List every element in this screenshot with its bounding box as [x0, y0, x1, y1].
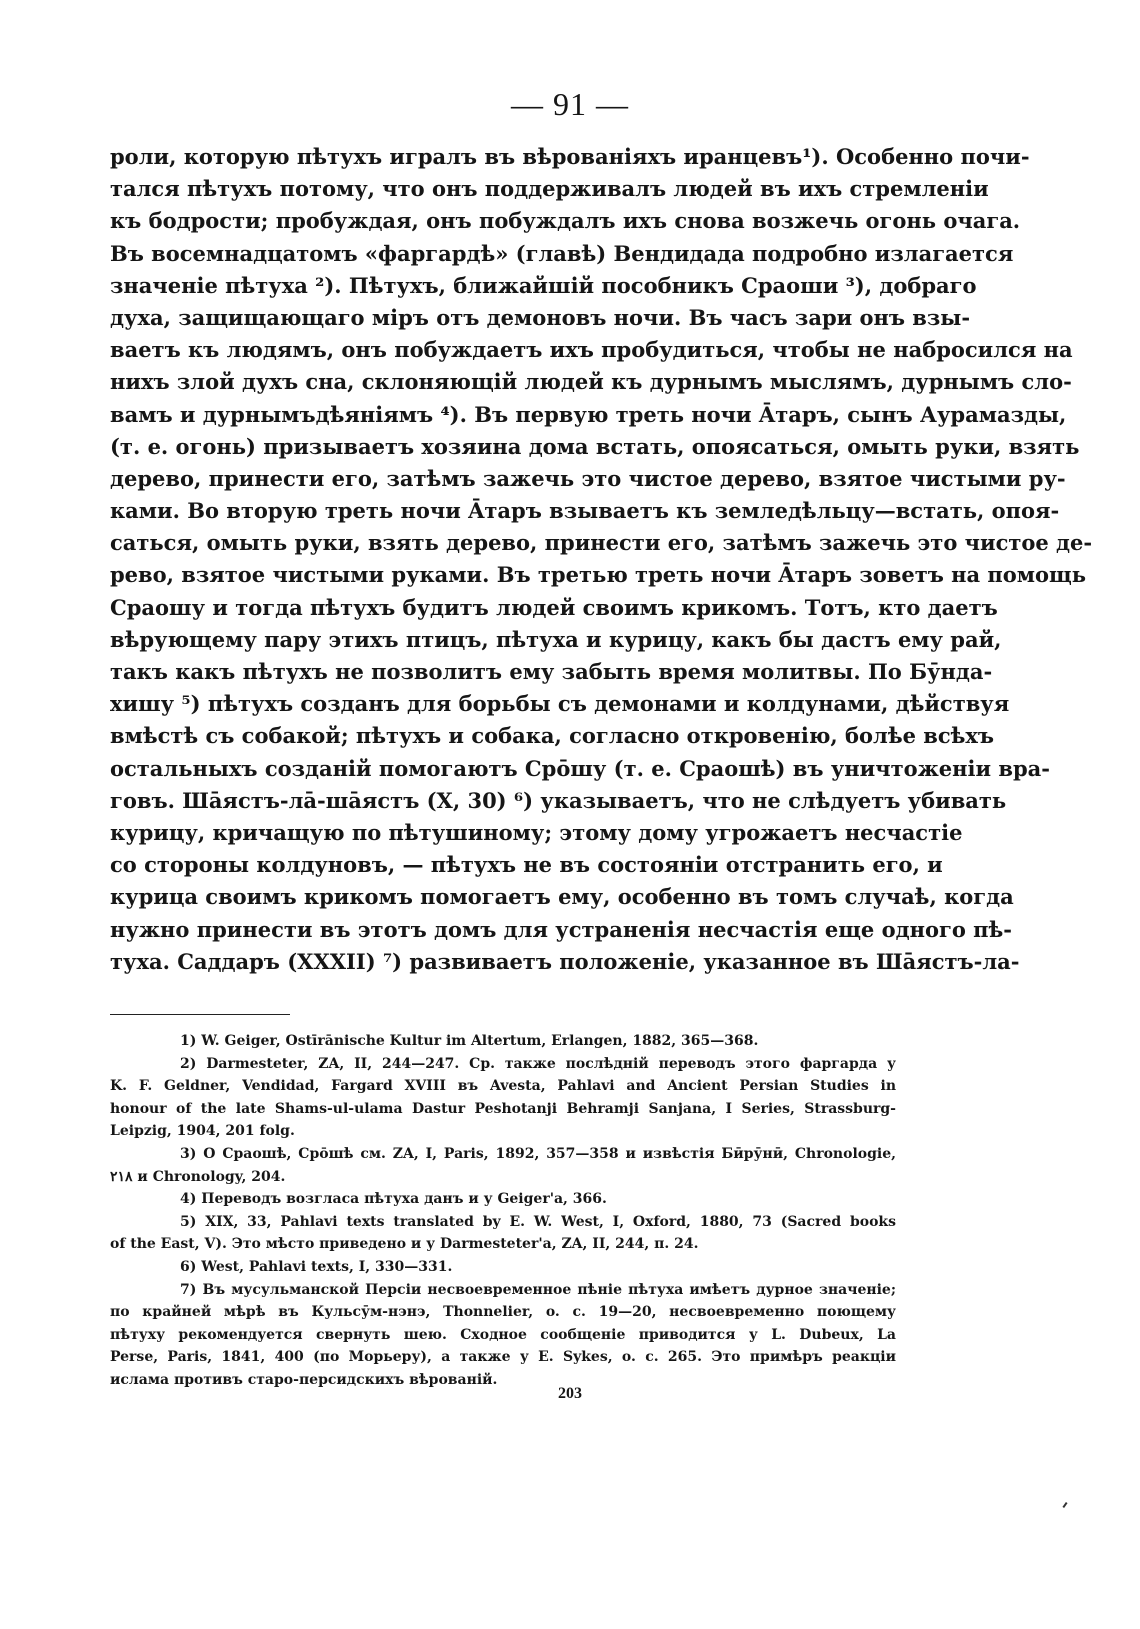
- body-line: Въ восемнадцатомъ «фаргардѣ» (главѣ) Вендидада подробно излагается: [110, 240, 1014, 266]
- body-line: дерево, принести его, затѣмъ зажечь это чистое дерево, взятое чистыми ру-: [110, 465, 1066, 491]
- footnote: [110, 1143, 896, 1188]
- footnote-line: honour of the late Shams-ul-ulama Dastur Peshotanji Behramji Sanjana, I Series, Strassburg-: [110, 1100, 896, 1117]
- footnote-line: Perse, Paris, 1841, 400 (по Морьеру), а также у E. Sykes, o. c. 265. Это примѣръ реакціи: [110, 1349, 896, 1366]
- footnote-line: K. F. Geldner, Vendidad, Fargard XVIII въ Avesta, Pahlavi and Ancient Persian Studies in: [110, 1078, 896, 1095]
- margin-mark: [1062, 1502, 1067, 1508]
- body-line: саться, омыть руки, взять дерево, принести его, затѣмъ зажечь это чистое де-: [110, 530, 1093, 556]
- footnote-line: 7) Въ мусульманской Персіи несвоевременное пѣніе пѣтуха имѣетъ дурное значеніе;: [180, 1281, 896, 1298]
- footnote: [110, 1279, 896, 1392]
- body-line: говъ. Шāястъ-лā-шāястъ (X, 30) ⁶) указываетъ, что не слѣдуетъ убивать: [110, 787, 1007, 813]
- body-line: къ бодрости; пробуждая, онъ побуждалъ ихъ снова возжечь огонь очага.: [110, 208, 1021, 234]
- body-line: хишу ⁵) пѣтухъ созданъ для борьбы съ демонами и колдунами, дѣйствуя: [110, 691, 1010, 717]
- footnote: [110, 1256, 896, 1279]
- body-line: духа, защищающаго міръ отъ демоновъ ночи. Въ часъ зари онъ взы-: [110, 304, 971, 330]
- footnote: [110, 1211, 896, 1256]
- body-line: нихъ злой духъ сна, склоняющій людей къ дурнымъ мыслямъ, дурнымъ сло-: [110, 369, 1072, 395]
- body-line: рево, взятое чистыми руками. Въ третью треть ночи Āтаръ зоветъ на помощь: [110, 562, 1087, 588]
- body-line: со стороны колдуновъ, — пѣтухъ не въ состояніи отстранить его, и: [110, 852, 943, 878]
- body-line: курицу, кричащую по пѣтушиному; этому дому угрожаетъ несчастіе: [110, 819, 963, 845]
- footnote: [110, 1053, 896, 1143]
- footnote-line: пѣтуху рекомендуется свернуть шею. Сходное сообщеніе приводится у L. Dubeux, La: [110, 1326, 896, 1343]
- footnote-line: 5) XIX, 33, Pahlavi texts translated by E. W. West, I, Oxford, 1880, 73 (Sacred books: [180, 1213, 896, 1230]
- footnote-line: of the East, V). Это мѣсто приведено и у Darmesteter'а, ZA, II, 244, п. 24.: [110, 1236, 699, 1253]
- body-line: (т. е. огонь) призываетъ хозяина дома встать, опоясаться, омыть руки, взять: [110, 433, 1080, 459]
- body-line: вѣрующему пару этихъ птицъ, пѣтуха и курицу, какъ бы дастъ ему рай,: [110, 626, 1002, 652]
- footnote-line: 4) Переводъ возгласа пѣтуха данъ и у Geiger'а, 366.: [180, 1191, 607, 1208]
- body-line: роли, которую пѣтухъ игралъ въ вѣрованіяхъ иранцевъ¹). Особенно почи-: [110, 144, 1030, 169]
- body-line: ками. Во вторую треть ночи Āтаръ взываетъ къ земледѣльцу—встать, опоя-: [110, 498, 1060, 524]
- footnote-line: ٢١٨ и Chronology, 204.: [110, 1168, 286, 1185]
- footnote-line: Leipzig, 1904, 201 folg.: [110, 1123, 295, 1140]
- body-text: [110, 141, 1093, 978]
- body-line: тался пѣтухъ потому, что онъ поддерживалъ людей въ ихъ стремленіи: [110, 176, 989, 202]
- page-number: — 91 —: [511, 86, 629, 122]
- body-line: вамъ и дурнымъдѣяніямъ ⁴). Въ первую треть ночи Āтаръ, сынъ Аурамазды,: [110, 401, 1067, 427]
- body-line: курица своимъ крикомъ помогаетъ ему, особенно въ томъ случаѣ, когда: [110, 884, 1014, 910]
- sheet-number: 203: [558, 1385, 582, 1402]
- footnote-rule: [110, 1014, 290, 1015]
- body-line: значеніе пѣтуха ²). Пѣтухъ, ближайшій пособникъ Сраоши ³), добраго: [110, 272, 977, 298]
- footnote-line: 2) Darmesteter, ZA, II, 244—247. Ср. также послѣдній переводъ этого фаргарда у: [180, 1055, 896, 1072]
- footnote-line: по крайней мѣрѣ въ Кульсӯм-нэнэ, Thonnelier, o. c. 19—20, несвоевременно поющему: [110, 1304, 896, 1321]
- footnote-line: 6) West, Pahlavi texts, I, 330—331.: [180, 1258, 453, 1275]
- footnote: [110, 1188, 896, 1211]
- footnotes: [110, 1030, 896, 1392]
- body-line: Сраошу и тогда пѣтухъ будитъ людей своимъ крикомъ. Тотъ, кто даетъ: [110, 594, 998, 620]
- footnote-line: 3) О Сраошѣ, Срōшѣ см. ZA, I, Paris, 1892, 357—358 и извѣстія Бӣрӯнӣ, Chronologie,: [180, 1145, 896, 1162]
- body-line: туха. Саддаръ (XXXII) ⁷) развиваетъ положеніе, указанное въ Шāястъ-ла-: [110, 948, 1020, 974]
- footnote-line: 1) W. Geiger, Ostīrānische Kultur im Altertum, Erlangen, 1882, 365—368.: [180, 1033, 759, 1049]
- body-line: остальныхъ созданій помогаютъ Срōшу (т. е. Сраошѣ) въ уничтоженіи вра-: [110, 755, 1050, 781]
- body-line: нужно принести въ этотъ домъ для устраненія несчастія еще одного пѣ-: [110, 916, 1013, 942]
- body-line: вмѣстѣ съ собакой; пѣтухъ и собака, согласно откровенію, болѣе всѣхъ: [110, 723, 995, 749]
- body-line: такъ какъ пѣтухъ не позволитъ ему забыть время молитвы. По Бӯнда-: [110, 659, 993, 684]
- body-line: ваетъ къ людямъ, онъ побуждаетъ ихъ пробудиться, чтобы не набросился на: [110, 337, 1073, 363]
- footnote: [110, 1030, 896, 1053]
- footnote-line: ислама противъ старо-персидскихъ вѣрованій.: [110, 1371, 498, 1388]
